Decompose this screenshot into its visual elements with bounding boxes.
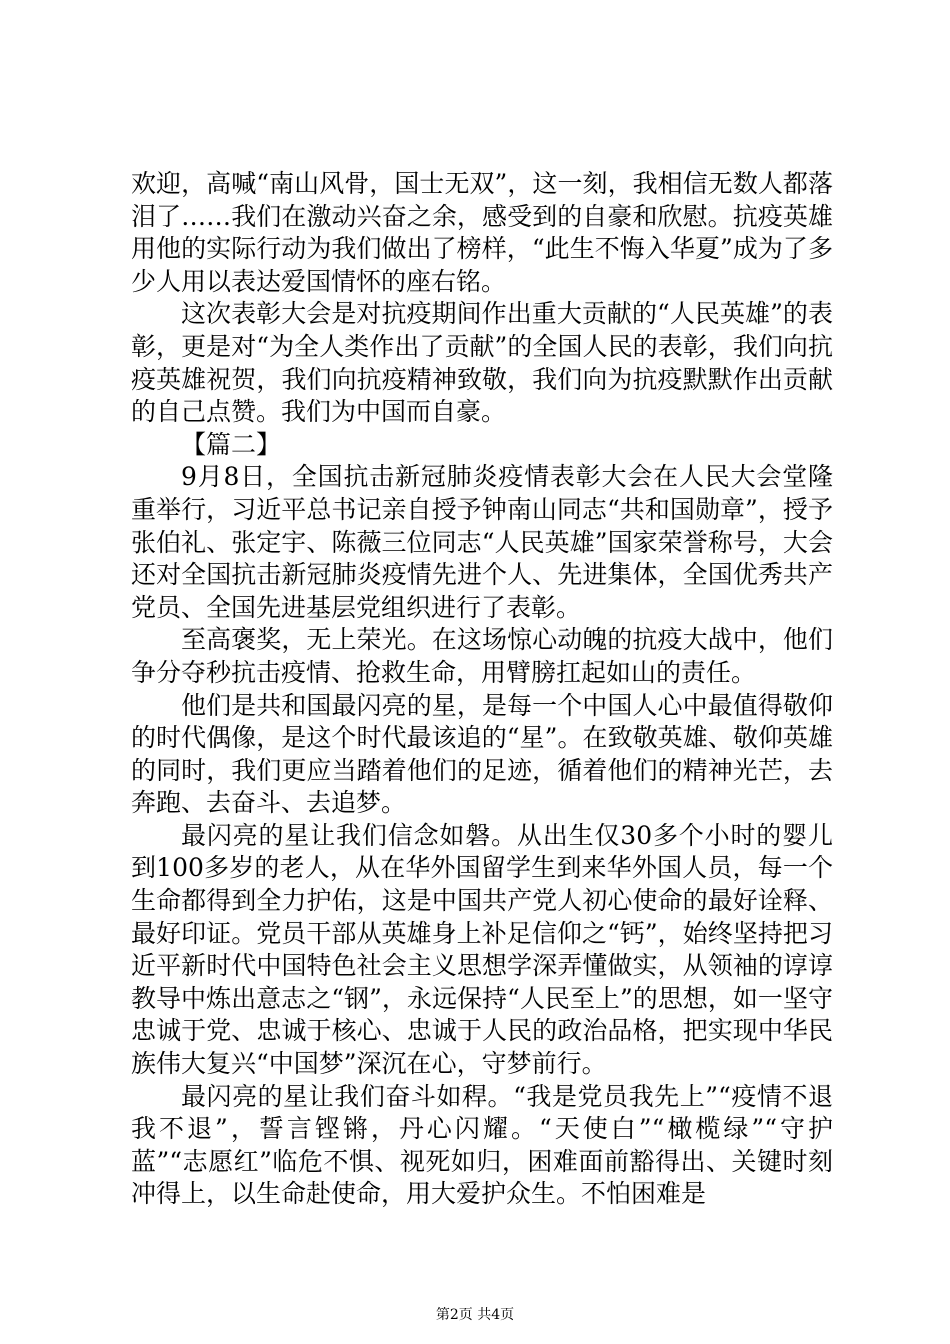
- paragraph-5: 他们是共和国最闪亮的星，是每一个中国人心中最值得敬仰的时代偶像，是这个时代最该追的“星”。在致敬英雄、敬仰英雄的同时，我们更应当踏着他们的足迹，循着他们的精神光芒，去奔跑、去奋斗、去追梦。: [131, 690, 833, 818]
- section-heading: 【篇二】: [181, 429, 282, 459]
- paragraph-7: 最闪亮的星让我们奋斗如稈。“我是党员我先上”“疫情不退我不退”，誓言铿锵，丹心闪耀。“天使白”“橄榄绿”“守护蓝”“志愿红”临危不惧、视死如归，困难面前豁得出、关键时刻冲得上，以生命赴使命，用大爱护众生。不怕困难是: [131, 1081, 833, 1209]
- document-body: [131, 168, 833, 1211]
- paragraph-3: 9月8日，全国抗击新冠肺炎疫情表彰大会在人民大会堂隆重举行，习近平总书记亲自授予钟南山同志“共和国勋章”，授予张伯礼、张定宇、陈薇三位同志“人民英雄”国家荣誉称号，大会还对全国抗击新冠肺炎疫情先进个人、先进集体，全国优秀共产党员、全国先进基层党组织进行了表彰。: [131, 462, 833, 622]
- paragraph-6: 最闪亮的星让我们信念如磐。从出生仅30多个小时的婴儿到100多岁的老人，从在华外国留学生到来华外国人员，每一个生命都得到全力护佑，这是中国共产党人初心使命的最好诠释、最好印证。党员干部从英雄身上补足信仰之“钙”，始终坚持把习近平新时代中国特色社会主义思想学深弄懂做实，从领袖的谆谆教导中炼出意志之“钢”，永远保持“人民至上”的思想，如一坚守忠诚于党、忠诚于核心、忠诚于人民的政治品格，把实现中华民族伟大复兴“中国梦”深沉在心，守梦前行。: [131, 820, 833, 1079]
- paragraph-4: 至高褒奖，无上荣光。在这场惊心动魄的抗疫大战中，他们争分夺秒抗击疫情、抢救生命，用臂膀扛起如山的责任。: [131, 625, 833, 687]
- paragraph-1: 欢迎，高喊“南山风骨，国士无双”，这一刻，我相信无数人都落泪了……我们在激动兴奋之余，感受到的自豪和欣慰。抗疫英雄用他的实际行动为我们做出了榜样，“此生不悔入华夏”成为了多少人用以表达爱国情怀的座右铭。: [131, 169, 833, 296]
- page-footer: 第2页 共4页: [435, 1307, 515, 1323]
- paragraph-2: 这次表彰大会是对抗疫期间作出重大贡献的“人民英雄”的表彰，更是对“为全人类作出了贡献”的全国人民的表彰，我们向抗疫英雄祝贺，我们向抗疫精神致敬，我们向为抗疫默默作出贡献的自己点赞。我们为中国而自豪。: [131, 299, 833, 427]
